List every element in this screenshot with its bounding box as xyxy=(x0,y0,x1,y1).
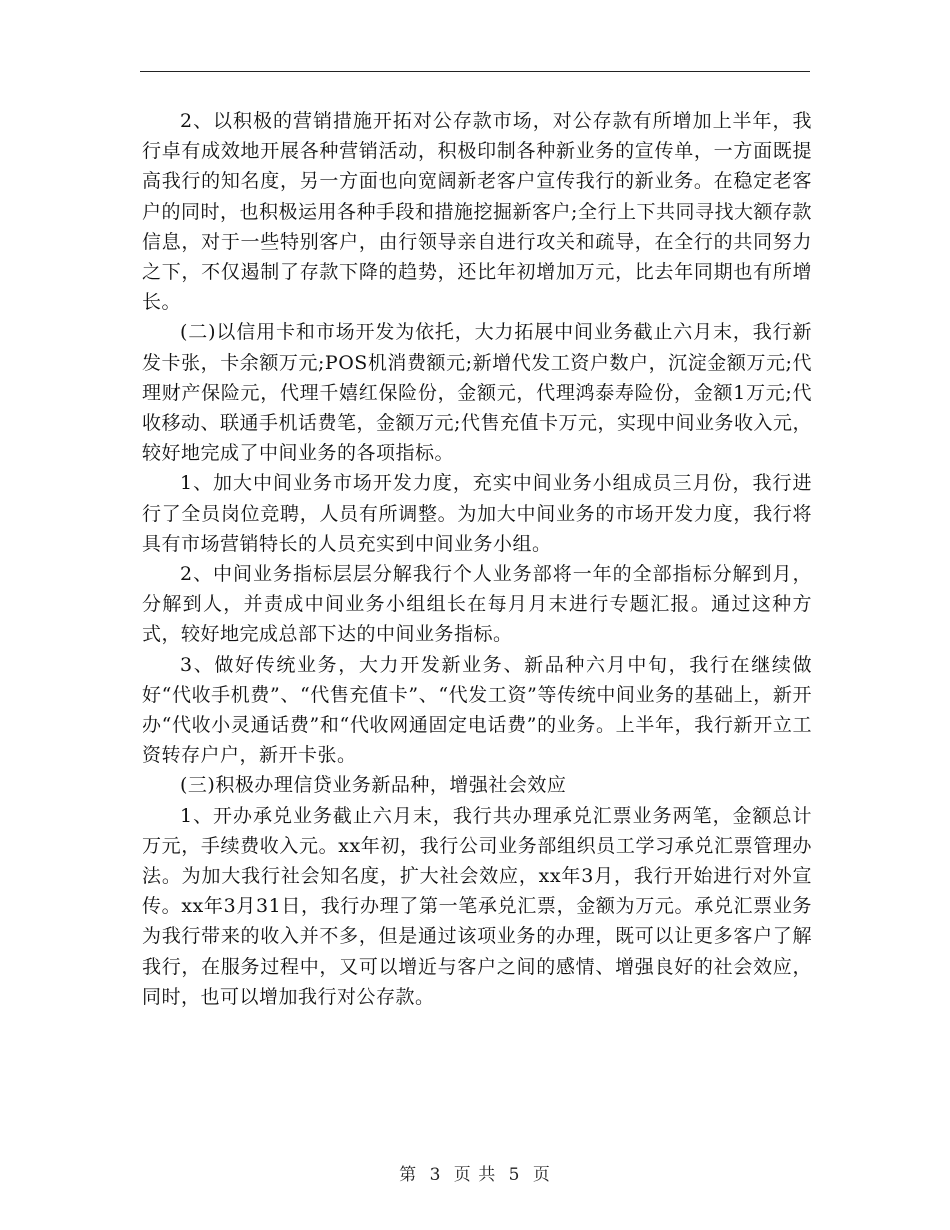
paragraph: 2、中间业务指标层层分解我行个人业务部将一年的全部指标分解到月，分解到人，并责成中间业务小组组长在每月月末进行专题汇报。通过这种方式，较好地完成总部下达的中间业务指标。 xyxy=(142,563,812,646)
document-body xyxy=(142,106,812,1012)
footer-current-page: 3 xyxy=(429,1165,442,1185)
page-footer xyxy=(0,1160,950,1185)
paragraph: 3、做好传统业务，大力开发新业务、新品种六月中旬，我行在继续做好“代收手机费”、“代售充值卡”、“代发工资”等传统中间业务的基础上，新开办“代收小灵通话费”和“代收网通固定电话费”的业务。上半年，我行新开立工资转存户户，新开卡张。 xyxy=(142,653,812,767)
footer-middle: 页 共 xyxy=(453,1165,497,1185)
footer-prefix: 第 xyxy=(399,1165,418,1185)
header-rule xyxy=(140,71,810,72)
paragraph: 1、加大中间业务市场开发力度，充实中间业务小组成员三月份，我行进行了全员岗位竞聘，人员有所调整。为加大中间业务的市场开发力度，我行将具有市场营销特长的人员充实到中间业务小组。 xyxy=(142,472,812,555)
paragraph: (二)以信用卡和市场开发为依托，大力拓展中间业务截止六月末，我行新发卡张，卡余额万元;POS机消费额元;新增代发工资户数户，沉淀金额万元;代理财产保险元，代理千嬉红保险份，金额元，代理鸿泰寿险份，金额1万元;代收移动、联通手机话费笔，金额万元;代售充值卡万元，实现中间业务收入元，较好地完成了中间业务的各项指标。 xyxy=(142,321,812,465)
paragraph: 1、开办承兑业务截止六月末，我行共办理承兑汇票业务两笔，金额总计万元，手续费收入元。xx年初，我行公司业务部组织员工学习承兑汇票管理办法。为加大我行社会知名度，扩大社会效应，xx年3月，我行开始进行对外宣传。xx年3月31日，我行办理了第一笔承兑汇票，金额为万元。承兑汇票业务为我行带来的收入并不多，但是通过该项业务的办理，既可以让更多客户了解我行，在服务过程中，又可以增近与客户之间的感情、增强良好的社会效应，同时，也可以增加我行对公存款。 xyxy=(142,804,812,1008)
footer-suffix: 页 xyxy=(532,1165,551,1185)
section-heading: (三)积极办理信贷业务新品种，增强社会效应 xyxy=(180,774,567,797)
paragraph: 2、以积极的营销措施开拓对公存款市场，对公存款有所增加上半年，我行卓有成效地开展各种营销活动，积极印制各种新业务的宣传单，一方面既提高我行的知名度，另一方面也向宽阔新老客户宣传我行的新业务。在稳定老客户的同时，也积极运用各种手段和措施挖掘新客户;全行上下共同寻找大额存款信息，对于一些特别客户，由行领导亲自进行攻关和疏导，在全行的共同努力之下，不仅遏制了存款下降的趋势，还比年初增加万元，比去年同期也有所增长。 xyxy=(142,110,812,314)
footer-total-pages: 5 xyxy=(508,1165,521,1185)
